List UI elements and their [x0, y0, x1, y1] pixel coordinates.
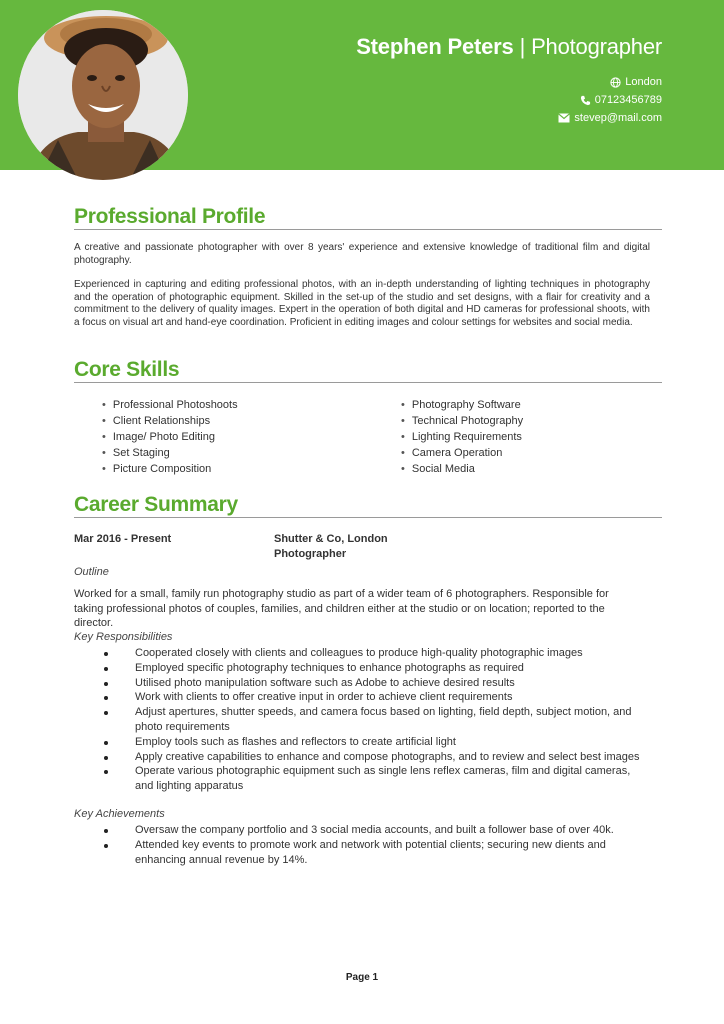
skill-item: • Lighting Requirements	[401, 429, 523, 445]
job-company: Shutter & Co, London	[274, 533, 388, 545]
skill-item: • Set Staging	[102, 445, 238, 461]
list-item: Apply creative capabilities to enhance and compose photographs, and to review and select best images	[74, 750, 644, 765]
list-item: Operate various photographic equipment such as single lens reflex cameras, film and digital cameras, and lighting apparatus	[74, 764, 644, 794]
section-heading-skills: Core Skills	[74, 358, 662, 383]
list-item: Cooperated closely with clients and colleagues to produce high-quality photographic images	[74, 646, 644, 661]
skills-list-left	[102, 397, 238, 477]
header-banner	[0, 0, 724, 170]
section-heading-career: Career Summary	[74, 493, 662, 518]
skill-item: • Photography Software	[401, 397, 523, 413]
section-heading-profile: Professional Profile	[74, 205, 662, 230]
job-date: Mar 2016 - Present	[74, 533, 172, 545]
skill-item: • Social Media	[401, 461, 523, 477]
location-text: London	[625, 76, 662, 88]
skill-item: • Technical Photography	[401, 413, 523, 429]
person-name: Stephen Peters	[356, 34, 514, 59]
list-item: Adjust apertures, shutter speeds, and camera focus based on lighting, field depth, subject motion, and photo requirements	[74, 705, 644, 735]
responsibilities-list	[74, 646, 644, 794]
list-item: Employed specific photography techniques to enhance photographs as required	[74, 661, 644, 676]
outline-text: Worked for a small, family run photography studio as part of a wider team of 6 photographers. Responsible for taking professional photos of couples, families, and children either at the studio or on location; reported to the director.	[74, 588, 609, 629]
page-number: Page 1	[345, 972, 379, 983]
skill-item: • Client Relationships	[102, 413, 238, 429]
list-item: Attended key events to promote work and network with potential clients; securing new dients and enhancing annual revenue by 14%.	[74, 838, 644, 868]
skill-item: • Camera Operation	[401, 445, 523, 461]
skill-item: • Picture Composition	[102, 461, 238, 477]
email-text[interactable]: stevep@mail.com	[574, 112, 662, 124]
skills-list-right	[401, 397, 523, 477]
job-role: Photographer	[274, 548, 347, 560]
phone-text[interactable]: 07123456789	[594, 94, 662, 106]
contact-email	[558, 112, 662, 124]
profile-paragraph-1: A creative and passionate photographer with over 8 years' experience and extensive knowledge of traditional film and digital photography.	[74, 242, 650, 266]
responsibilities-label: Key Responsibilities	[74, 631, 173, 643]
skill-item: • Image/ Photo Editing	[102, 429, 238, 445]
outline-label: Outline	[74, 566, 109, 578]
list-item: Oversaw the company portfolio and 3 social media accounts, and built a follower base of over 40k.	[74, 823, 644, 838]
skill-item: • Professional Photoshoots	[102, 397, 238, 413]
profile-paragraph-2: Experienced in capturing and editing professional photos, with an in-depth understanding of lighting techniques in photography and the operation of photographic equipment. Skilled in the set-up of the studio and set designs, with a flair for creativity and a commitment to the delivery of quality images. Expert in the operation of both digital and HD cameras for professional shoots, with a focus on visual art and hand-eye coordination. Proficient in editing images and colour settings for websites and social media.	[74, 279, 650, 328]
contact-location	[610, 76, 662, 88]
job-title: Photographer	[531, 34, 662, 59]
phone-icon	[580, 95, 591, 106]
name-title-line	[356, 34, 662, 60]
list-item: Utilised photo manipulation software such as Adobe to achieve desired results	[74, 676, 644, 691]
contact-phone	[580, 94, 662, 106]
profile-photo	[18, 10, 188, 180]
achievements-label: Key Achievements	[74, 808, 165, 820]
achievements-list	[74, 823, 644, 867]
list-item: Work with clients to offer creative input in order to achieve client requirements	[74, 690, 644, 705]
list-item: Employ tools such as flashes and reflectors to create artificial light	[74, 735, 644, 750]
envelope-icon	[558, 113, 570, 123]
globe-icon	[610, 77, 621, 88]
profile-photo-illustration	[18, 10, 188, 180]
name-separator: |	[519, 34, 526, 59]
